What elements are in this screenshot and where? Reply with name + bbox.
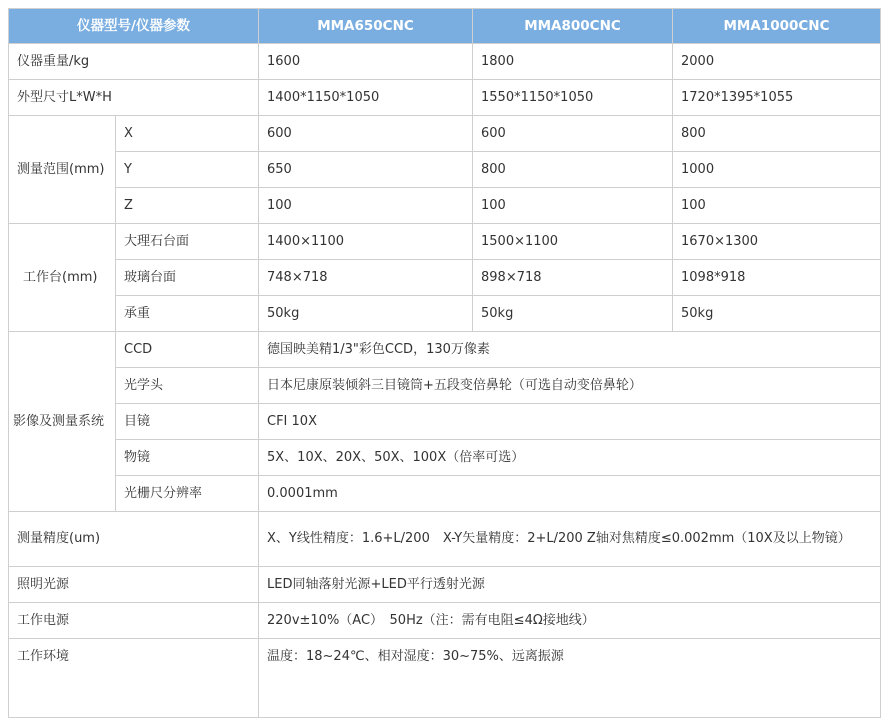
sub-label: 目镜 [116,404,259,440]
cell-value: 50kg [673,296,881,332]
cell-value: 0.0001mm [259,476,881,512]
header-param: 仪器型号/仪器参数 [9,9,259,44]
imaging-row [9,332,881,368]
sub-label: 光栅尺分辨率 [116,476,259,512]
cell-value: 2000 [673,44,881,80]
power-row [9,603,881,639]
environment-row [9,639,881,718]
cell-value: 1800 [473,44,673,80]
row-label: 工作环境 [9,639,259,718]
cell-value: 100 [259,188,473,224]
cell-value: X、Y线性精度：1.6+L/200 X-Y矢量精度：2+L/200 Z轴对焦精度≤0.002mm（10X及以上物镜） [259,512,881,567]
cell-value: 50kg [473,296,673,332]
cell-value: 1600 [259,44,473,80]
sub-label: 承重 [116,296,259,332]
header-model: MMA800CNC [473,9,673,44]
cell-value: 1720*1395*1055 [673,80,881,116]
imaging-row [9,368,881,404]
sub-label: CCD [116,332,259,368]
cell-value: 600 [259,116,473,152]
range-row [9,116,881,152]
cell-value: 220v±10%（AC） 50Hz（注：需有电阻≤4Ω接地线） [259,603,881,639]
cell-value: 1550*1150*1050 [473,80,673,116]
row-label: 工作电源 [9,603,259,639]
cell-value: 日本尼康原装倾斜三目镜筒+五段变倍鼻轮（可选自动变倍鼻轮） [259,368,881,404]
cell-value: 1500×1100 [473,224,673,260]
range-row [9,188,881,224]
cell-value: 温度：18~24℃、相对湿度：30~75%、远离振源 [259,639,881,718]
row-label: 测量精度(um) [9,512,259,567]
cell-value: 5X、10X、20X、50X、100X（倍率可选） [259,440,881,476]
cell-value: 1670×1300 [673,224,881,260]
stage-row [9,224,881,260]
header-model: MMA650CNC [259,9,473,44]
stage-row [9,296,881,332]
light-row [9,567,881,603]
sub-label: 物镜 [116,440,259,476]
cell-value: CFI 10X [259,404,881,440]
imaging-row [9,476,881,512]
cell-value: 1400*1150*1050 [259,80,473,116]
sub-label: X [116,116,259,152]
header-row [9,9,881,44]
cell-value: 650 [259,152,473,188]
imaging-row [9,440,881,476]
row-label: 测量范围(mm) [9,116,116,224]
row-label: 工作台(mm) [9,224,116,332]
sub-label: 大理石台面 [116,224,259,260]
cell-value: 50kg [259,296,473,332]
cell-value: 898×718 [473,260,673,296]
cell-value: 100 [673,188,881,224]
range-row [9,152,881,188]
row-label: 影像及测量系统 [9,332,116,512]
cell-value: 800 [473,152,673,188]
accuracy-row [9,512,881,567]
sub-label: Z [116,188,259,224]
row-label: 外型尺寸L*W*H [9,80,259,116]
cell-value: 800 [673,116,881,152]
row-label: 照明光源 [9,567,259,603]
header-model: MMA1000CNC [673,9,881,44]
sub-label: Y [116,152,259,188]
sub-label: 光学头 [116,368,259,404]
cell-value: 1098*918 [673,260,881,296]
cell-value: 1000 [673,152,881,188]
cell-value: 600 [473,116,673,152]
weight-row [9,44,881,80]
cell-value: 748×718 [259,260,473,296]
cell-value: 德国映美精1/3"彩色CCD，130万像素 [259,332,881,368]
spec-table [8,8,881,718]
stage-row [9,260,881,296]
row-label: 仪器重量/kg [9,44,259,80]
sub-label: 玻璃台面 [116,260,259,296]
cell-value: 100 [473,188,673,224]
cell-value: LED同轴落射光源+LED平行透射光源 [259,567,881,603]
size-row [9,80,881,116]
imaging-row [9,404,881,440]
cell-value: 1400×1100 [259,224,473,260]
